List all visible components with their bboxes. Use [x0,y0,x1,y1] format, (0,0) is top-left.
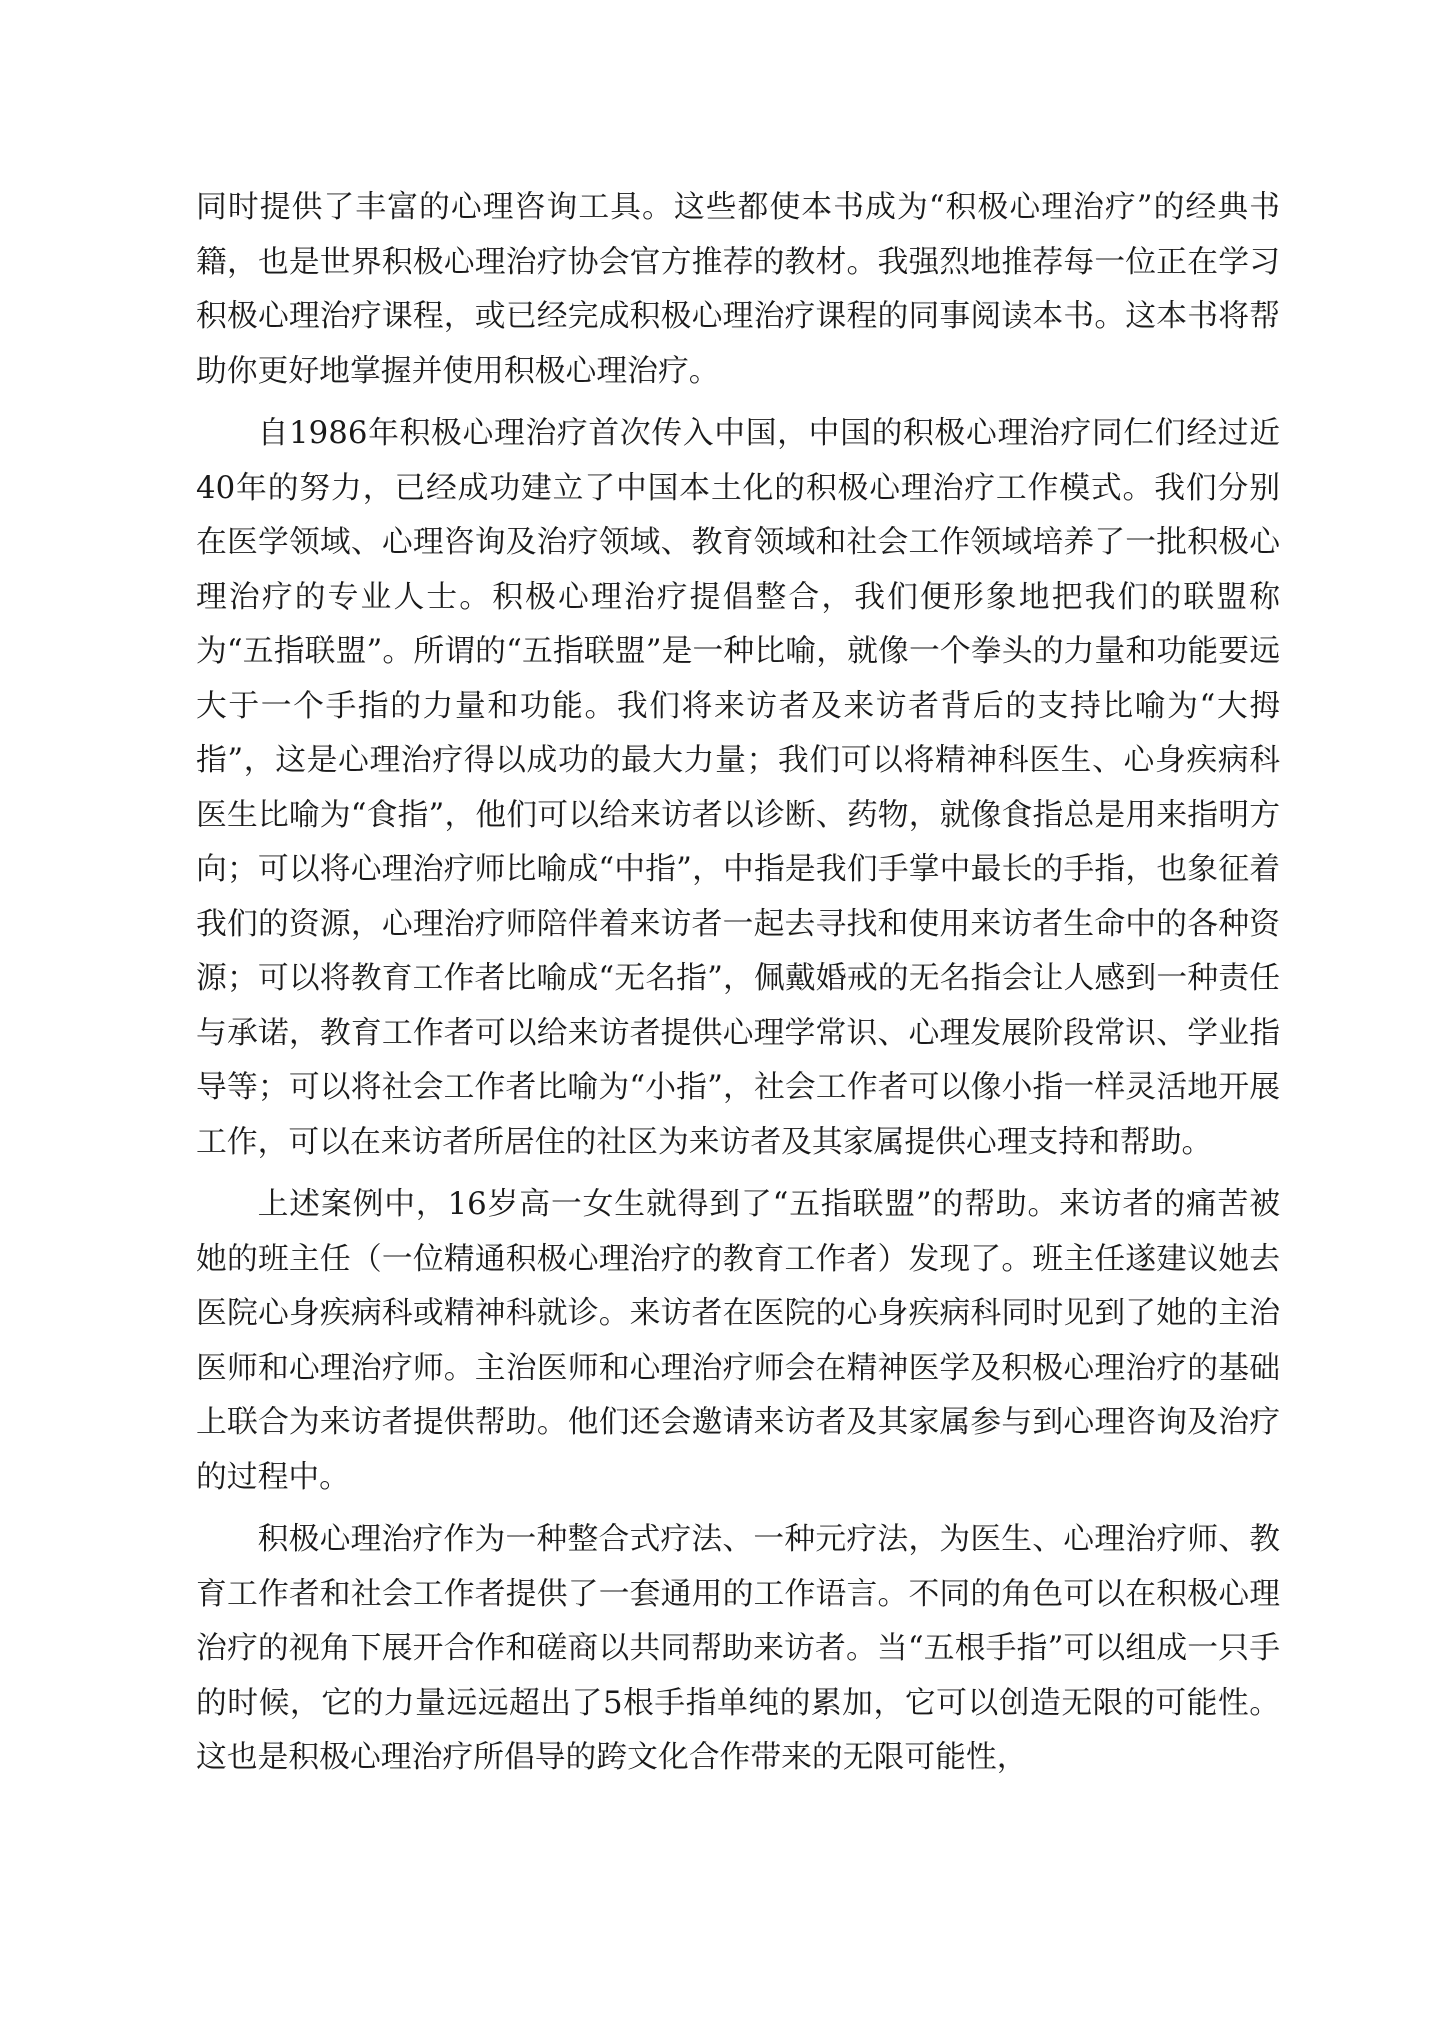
paragraph-case-example: 上述案例中，16岁高一女生就得到了“五指联盟”的帮助。来访者的痛苦被她的班主任（一位精通积极心理治疗的教育工作者）发现了。班主任遂建议她去医院心身疾病科或精神科就诊。来访者在医院的心身疾病科同时见到了她的主治医师和心理治疗师。主治医师和心理治疗师会在精神医学及积极心理治疗的基础上联合为来访者提供帮助。他们还会邀请来访者及其家属参与到心理咨询及治疗的过程中。 [196,1186,1280,1495]
paragraph-integrative-therapy: 积极心理治疗作为一种整合式疗法、一种元疗法，为医生、心理治疗师、教育工作者和社会工作者提供了一套通用的工作语言。不同的角色可以在积极心理治疗的视角下展开合作和磋商以共同帮助来访者。当“五根手指”可以组成一只手的时候，它的力量远远超出了5根手指单纯的累加，它可以创造无限的可能性。这也是积极心理治疗所倡导的跨文化合作带来的无限可能性， [196,1521,1280,1775]
paragraph-continued: 同时提供了丰富的心理咨询工具。这些都使本书成为“积极心理治疗”的经典书籍，也是世界积极心理治疗协会官方推荐的教材。我强烈地推荐每一位正在学习积极心理治疗课程，或已经完成积极心理治疗课程的同事阅读本书。这本书将帮助你更好地掌握并使用积极心理治疗。 [196,189,1280,389]
paragraph-five-finger-alliance: 自1986年积极心理治疗首次传入中国，中国的积极心理治疗同仁们经过近40年的努力，已经成功建立了中国本土化的积极心理治疗工作模式。我们分别在医学领域、心理咨询及治疗领域、教育领域和社会工作领域培养了一批积极心理治疗的专业人士。积极心理治疗提倡整合，我们便形象地把我们的联盟称为“五指联盟”。所谓的“五指联盟”是一种比喻，就像一个拳头的力量和功能要远大于一个手指的力量和功能。我们将来访者及来访者背后的支持比喻为“大拇指”，这是心理治疗得以成功的最大力量；我们可以将精神科医生、心身疾病科医生比喻为“食指”，他们可以给来访者以诊断、药物，就像食指总是用来指明方向；可以将心理治疗师比喻成“中指”，中指是我们手掌中最长的手指，也象征着我们的资源，心理治疗师陪伴着来访者一起去寻找和使用来访者生命中的各种资源；可以将教育工作者比喻成“无名指”，佩戴婚戒的无名指会让人感到一种责任与承诺，教育工作者可以给来访者提供心理学常识、心理发展阶段常识、学业指导等；可以将社会工作者比喻为“小指”，社会工作者可以像小指一样灵活地开展工作，可以在来访者所居住的社区为来访者及其家属提供心理支持和帮助。 [196,415,1280,1160]
page-body-text [196,180,1280,1793]
